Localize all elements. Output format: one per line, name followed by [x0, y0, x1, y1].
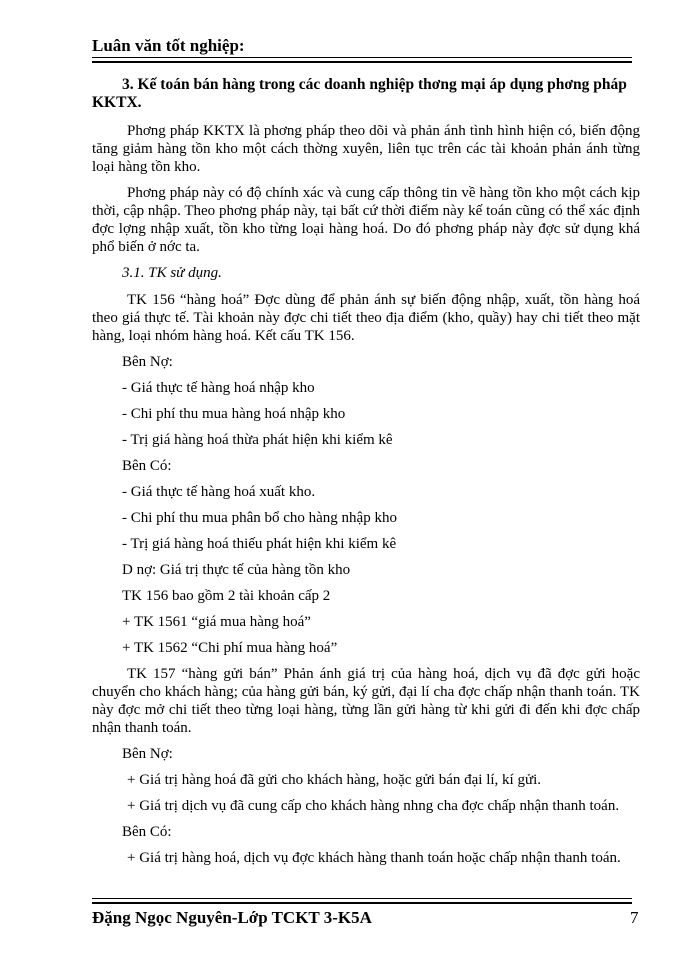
paragraph: TK 157 “hàng gửi bán” Phản ánh giá trị của hàng hoá, dịch vụ đã đợc gửi hoặc chuyển cho khách hàng; của hàng gửi bán, ký gửi, đại lí cha đợc chấp nhận thanh toán. TK này đợc mở chi tiết theo từng loại hàng, từng lần gửi hàng từ khi gửi đi đến khi đợc chấp nhận thanh toán.	[92, 666, 640, 736]
list-item: + TK 1562 “Chi phí mua hàng hoá”	[122, 640, 338, 656]
list-item: + Giá trị hàng hoá, dịch vụ đợc khách hàng thanh toán hoặc chấp nhận thanh toán.	[127, 850, 621, 866]
list-item: - Giá thực tế hàng hoá xuất kho.	[122, 484, 316, 500]
list-item: - Trị giá hàng hoá thừa phát hiện khi kiểm kê	[122, 432, 393, 448]
list-item: + TK 1561 “giá mua hàng hoá”	[122, 614, 311, 630]
subsection-heading: 3.1. TK sử dụng.	[122, 265, 222, 281]
debit-label: Bên Nợ:	[122, 354, 173, 370]
list-item: - Trị giá hàng hoá thiếu phát hiện khi kiểm kê	[122, 536, 397, 552]
header-rule-thick	[92, 61, 632, 63]
list-item: + Giá trị dịch vụ đã cung cấp cho khách hàng nhng cha đợc chấp nhận thanh toán.	[127, 798, 620, 814]
balance-line: D nợ: Giá trị thực tế của hàng tồn kho	[122, 562, 351, 578]
section-heading: 3. Kế toán bán hàng trong các doanh nghiệp thơng mại áp dụng phơng pháp KKTX.	[92, 76, 627, 111]
footer-rule-thin	[92, 898, 632, 899]
header-rule-thin	[92, 57, 632, 58]
paragraph: TK 156 “hàng hoá” Đợc dùng để phản ánh sự biến động nhập, xuất, tồn hàng hoá theo giá thực tế. Tài khoản này đợc chi tiết theo địa điểm (kho, quầy) hay chi tiết theo mặt hàng, loại nhóm hàng hoá. Kết cấu TK 156.	[92, 292, 640, 344]
footer-rule-thick	[92, 902, 632, 904]
list-item: - Giá thực tế hàng hoá nhập kho	[122, 380, 315, 396]
paragraph: Phơng pháp này có độ chính xác và cung cấp thông tin về hàng tồn kho một cách kịp thời, cập nhập. Theo phơng pháp này, tại bất cứ thời điểm này kế toán cũng có thể xác định đợc lợng nhập xuất, tồn kho từng loại hàng hoá. Do đó phơng pháp này đợc sử dụng khá phổ biến ở nớc ta.	[92, 185, 640, 255]
credit-label: Bên Có:	[122, 824, 172, 840]
list-item: - Chi phí thu mua hàng hoá nhập kho	[122, 406, 346, 422]
paragraph: Phơng pháp KKTX là phơng pháp theo dõi và phản ánh tình hình hiện có, biến động tăng giảm hàng tồn kho một cách thờng xuyên, liên tục trên các tài khoản phản ánh từng loại hàng tồn kho.	[92, 123, 640, 175]
footer-author: Đặng Ngọc Nguyên-Lớp TCKT 3-K5A	[92, 908, 372, 927]
running-header-title: Luân văn tốt nghiệp:	[92, 36, 245, 55]
sub-account-intro: TK 156 bao gồm 2 tài khoản cấp 2	[122, 588, 331, 604]
debit-label: Bên Nợ:	[122, 746, 173, 762]
credit-label: Bên Có:	[122, 458, 172, 474]
list-item: + Giá trị hàng hoá đã gửi cho khách hàng, hoặc gửi bán đại lí, kí gửi.	[127, 772, 541, 788]
list-item: - Chi phí thu mua phân bổ cho hàng nhập kho	[122, 510, 397, 526]
page-body	[92, 76, 640, 875]
page-number: 7	[630, 908, 639, 927]
